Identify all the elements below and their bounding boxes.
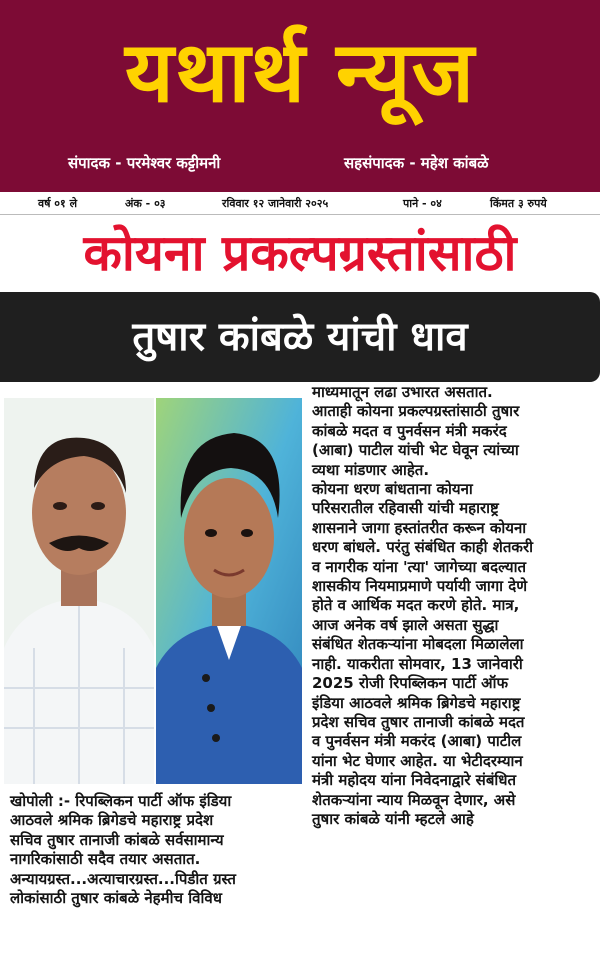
portrait-photo-right	[156, 398, 302, 784]
article-line: व पुनर्वसन मंत्री मकरंद (आबा) पाटील	[312, 732, 522, 751]
article-line: खोपोली :- रिपब्लिकन पार्टी ऑफ इंडिया	[10, 792, 232, 810]
masthead	[0, 0, 600, 192]
newspaper-title: यथार्थ न्यूज	[125, 23, 475, 121]
article-line: संबंधित शेतकऱ्यांना मोबदला मिळालेला	[312, 635, 524, 654]
article-line: कांबळे मदत व पुनर्वसन मंत्री मकरंद	[312, 421, 507, 440]
article-line: अन्यायग्रस्त...अत्याचारग्रस्त...पिडीत ग्रस्त	[10, 869, 236, 888]
portrait-right-illustration	[156, 398, 302, 784]
article-line: नाही. याकरीता सोमवार, 13 जानेवारी	[312, 654, 523, 673]
article-line: नागरिकांसाठी सदैव तयार असतात.	[10, 850, 201, 869]
article-line: सचिव तुषार तानाजी कांबळे सर्वसामान्य	[10, 830, 224, 849]
article-line: धरण बांधले. परंतु संबंधित काही शेतकरी	[312, 538, 533, 557]
article-line: इंडिया आठवले श्रमिक ब्रिगेडचे महाराष्ट्र	[312, 693, 521, 712]
issue-info-bar	[0, 192, 600, 215]
article-line: लोकांसाठी तुषार कांबळे नेहमीच विविध	[10, 889, 222, 908]
article-line: व्यथा मांडणार आहेत.	[312, 460, 430, 479]
article-line: आठवले श्रमिक ब्रिगेडचे महाराष्ट्र प्रदेश	[10, 811, 214, 830]
issue-date: रविवार १२ जानेवारी २०२५	[222, 197, 329, 210]
page-count: पाने - ०४	[403, 197, 442, 210]
article-line: आज अनेक वर्ष झाले असता सुद्धा	[312, 615, 499, 634]
co-editor-name: सहसंपादक - महेश कांबळे	[344, 154, 489, 172]
article-line: शेतकऱ्यांना न्याय मिळवून देणार, असे	[312, 790, 516, 809]
portrait-photo-left	[4, 398, 154, 784]
article-line: तुषार कांबळे यांनी म्हटले आहे	[312, 809, 474, 828]
headline-band	[0, 292, 600, 382]
article-line: शासनाने जागा हस्तांतरीत करून कोयना	[312, 518, 527, 537]
article-line: यांना भेट घेणार आहेत. या भेटीदरम्यान	[312, 751, 523, 770]
article-line: शासकीय नियमाप्रमाणे पर्यायी जागा देणे	[312, 577, 528, 596]
issue-price: किंमत ३ रुपये	[490, 197, 547, 210]
article-line: कोयना धरण बांधताना कोयना	[312, 480, 473, 499]
issue-year: वर्ष ०१ ले	[38, 197, 78, 210]
article-right-column	[312, 383, 594, 829]
article-line: व नागरीक यांना 'त्या' जागेच्या बदल्यात	[312, 557, 527, 576]
article-line: माध्यमातून लढा उभारत असतात.	[312, 383, 493, 401]
headline-main: कोयना प्रकल्पग्रस्तांसाठी	[83, 224, 517, 282]
article-line: (आबा) पाटील यांची भेट घेवून त्यांच्या	[312, 441, 519, 460]
article-line: प्रदेश सचिव तुषार तानाजी कांबळे मदत	[312, 712, 525, 731]
headline-sub: तुषार कांबळे यांची धाव	[132, 314, 468, 360]
article-line: मंत्री महोदय यांना निवेदनाद्वारे संबंधित	[312, 771, 517, 790]
article-left-column	[10, 792, 300, 908]
article-line: 2025 रोजी रिपब्लिकन पार्टी ऑफ	[312, 674, 509, 693]
portrait-left-illustration	[4, 398, 154, 784]
article-line: आताही कोयना प्रकल्पग्रस्तांसाठी तुषार	[312, 402, 520, 421]
issue-number: अंक - ०३	[125, 197, 166, 210]
editor-name: संपादक - परमेश्वर कट्टीमनी	[68, 154, 221, 172]
article-line: होते व आर्थिक मदत करणे होते. मात्र,	[312, 596, 520, 615]
article-line: परिसरातील रहिवासी यांची महाराष्ट्र	[312, 499, 499, 518]
